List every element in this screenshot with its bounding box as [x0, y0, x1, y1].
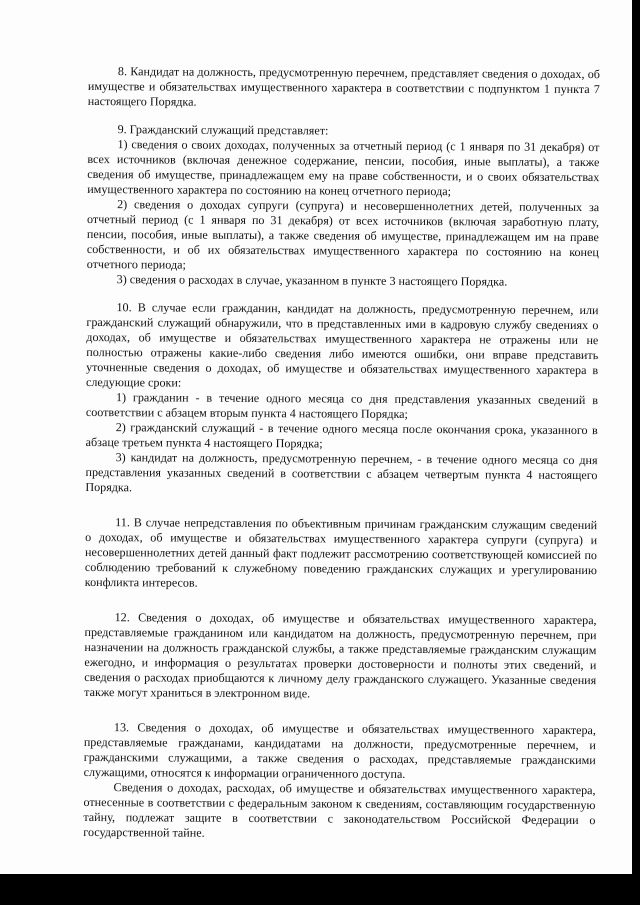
paragraph-9-item-3: 3) сведения о расходах в случае, указанном в пункте 3 настоящего Порядка.	[116, 272, 508, 289]
paragraph-9: 9. Гражданский служащий представляет:	[117, 122, 329, 138]
paragraph-12: 12. Сведения о доходах, об имуществе и обязательствах имущественного характера, представляемые гражданином или кандидатом на должность, предусмотренную перечнем, при назначении на должность гражданской службы, а также представляемые гражданским служащим ежегодно, и информация о результатах проверки достоверности и полноты этих сведений, и сведения о расходах приобщаются к личному делу гражданского служащего. Указанные сведения также могут храниться в электронном виде.	[84, 610, 597, 701]
paragraph-10-item-1: 1) гражданин - в течение одного месяца со дня представления указанных сведений в соответствии с абзацем вторым пункта 4 настоящего Порядка;	[85, 390, 598, 421]
paragraph-10-item-2: 2) гражданский служащий - в течение одного месяца после окончания срока, указанного в абзаце третьем пункта 4 настоящего Порядка;	[85, 420, 598, 451]
paragraph-11: 11. В случае непредставления по объективным причинам гражданским служащим сведений о доходах, об имуществе и обязательствах имущественного характера супруги (супруга) и несовершеннолетних детей данный факт подлежит рассмотрению соответствующей комиссией по соблюдению требований к служебному поведению гражданских служащих и урегулированию конфликта интересов.	[84, 515, 598, 590]
paragraph-10: 10. В случае если гражданин, кандидат на должность, предусмотренную перечнем, или гражданский служащий обнаружили, что в представленных ими в кадровую службу сведениях о доходах, об имуществе и обязательствах имущественного характера не отражены или не полностью отражены какие-либо сведения либо имеются ошибки, они вправе представить уточненные сведения о доходах, об имуществе и обязательствах имущественного характера в следующие сроки:	[86, 300, 599, 390]
scan-border-bottom	[0, 874, 640, 905]
paragraph-9-item-1: 1) сведения о своих доходах, полученных за отчетный период (с 1 января по 31 декабря) от всех источников (включая денежное содержание, пенсии, пособия, иные выплаты), а также сведения об имуществе, принадлежащем ему на праве собственности, и о своих обязательствах имущественного характера по состоянию на конец отчетного периода;	[87, 137, 600, 199]
paragraph-9-item-2: 2) сведения о доходах супруги (супруга) и несовершеннолетних детей, полученных за отчетный период (с 1 января по 31 декабря) от всех источников (включая заработную плату, пенсии, пособия, иные выплаты), а также сведения об имуществе, принадлежащем им на праве собственности, и об их обязательствах имущественного характера по состоянию на конец отчетного периода;	[86, 197, 600, 272]
paragraph-8: 8. Кандидат на должность, предусмотренную перечнем, представляет сведения о доходах, об имуществе и обязательствах имущественного характера в соответствии с подпунктом 1 пункта 7 настоящего Порядка.	[87, 64, 600, 109]
paragraph-13-secret: Сведения о доходах, расходах, об имуществе и обязательствах имущественного характера, отнесенные в соответствии с федеральным законом к сведениям, составляющим государственную тайну, подлежат защите в соответствии с законодательством Российской Федерации о государственной тайне.	[83, 780, 596, 840]
scan-border-right	[632, 0, 640, 874]
document-body	[83, 64, 600, 843]
paragraph-13: 13. Сведения о доходах, об имуществе и обязательствах имущественного характера, представляемые гражданами, кандидатами на должности, предусмотренные перечнем, и гражданскими служащими, а также сведения о расходах, представляемые гражданскими служащими, относятся к информации ограниченного доступа.	[83, 720, 596, 781]
paragraph-10-item-3: 3) кандидат на должность, предусмотренную перечнем, - в течение одного месяца со дня представления указанных сведений в соответствии с абзацем четвертым пункта 4 настоящего Порядка.	[85, 450, 598, 495]
